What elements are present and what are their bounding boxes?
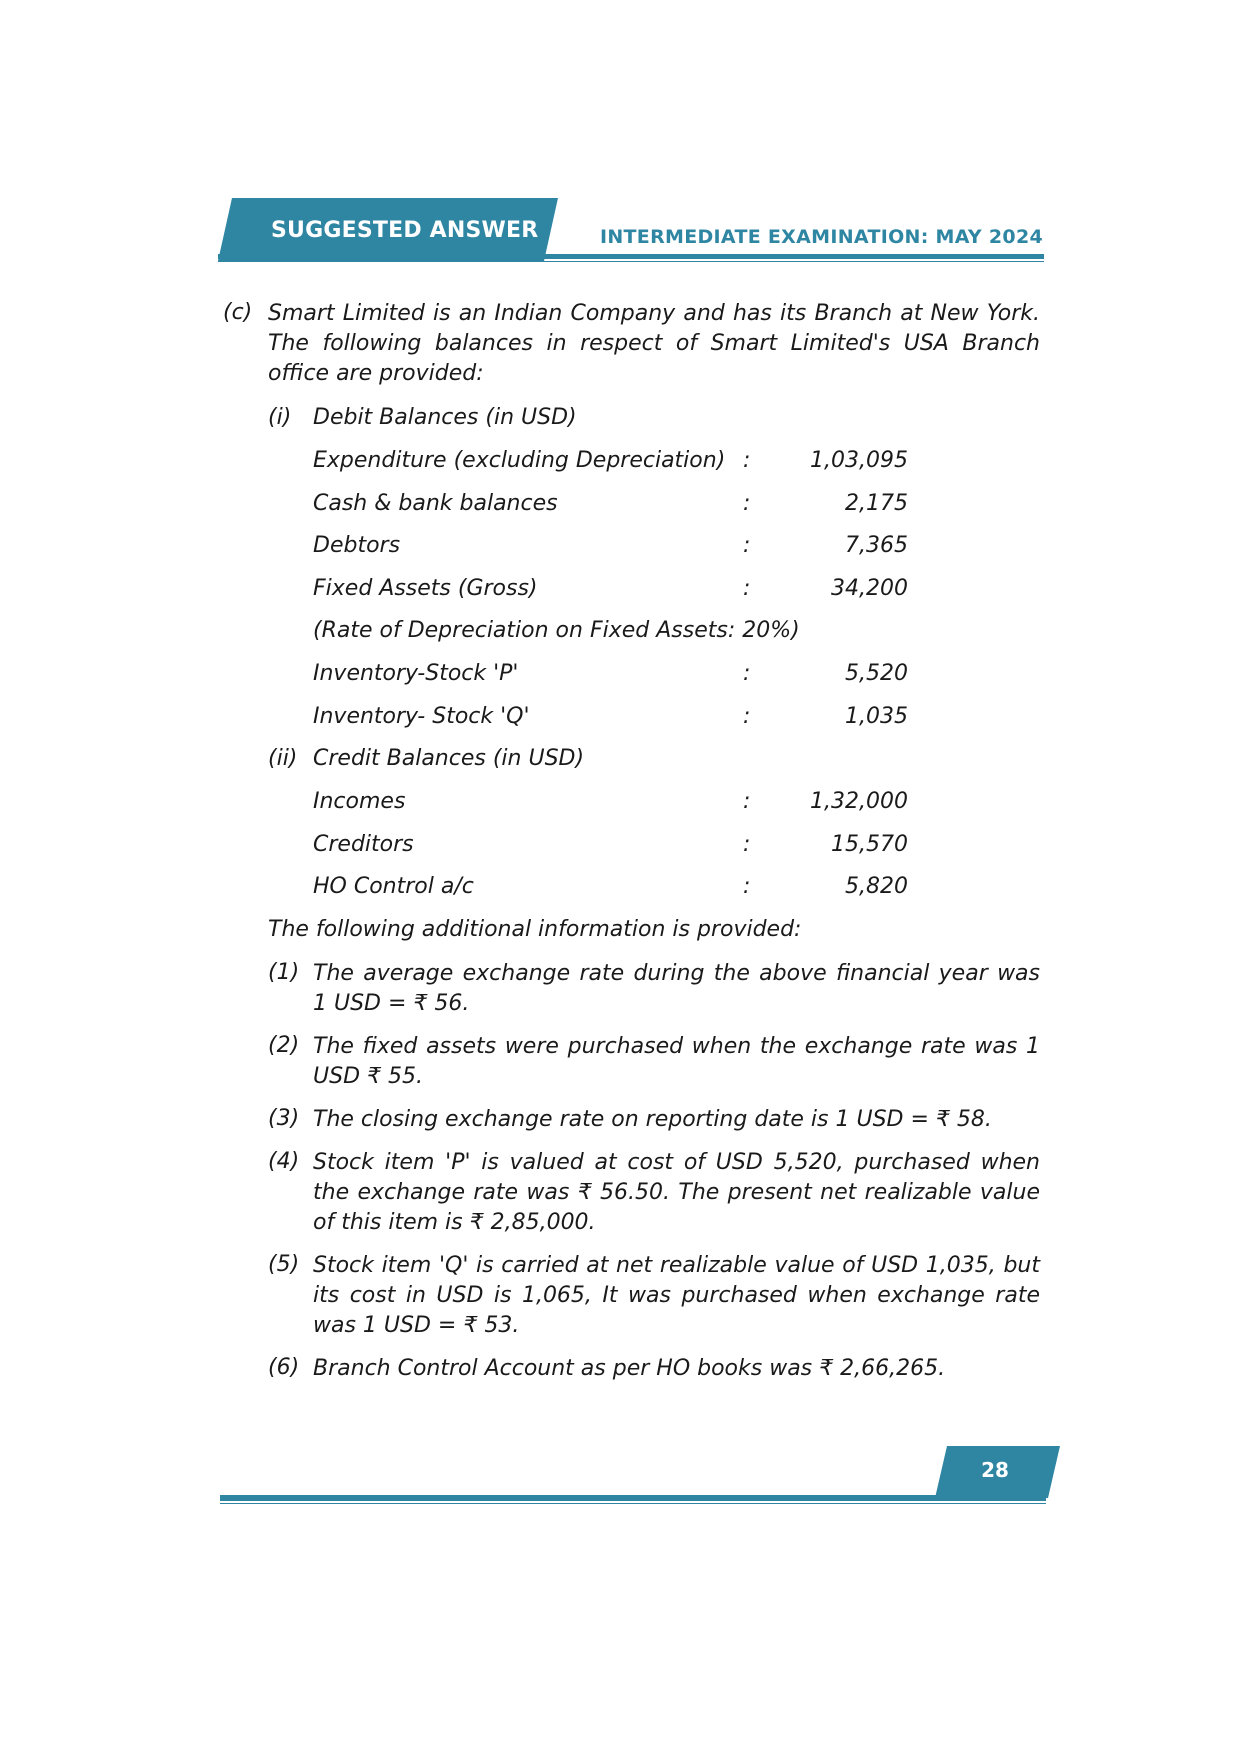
header-tab	[218, 198, 558, 261]
debit-row-sep: :	[743, 661, 751, 686]
debit-row-value: 5,520	[845, 661, 908, 686]
debit-heading: Debit Balances (in USD)	[313, 405, 577, 430]
credit-row-label: Creditors	[313, 832, 414, 857]
exam-title: INTERMEDIATE EXAMINATION: MAY 2024	[599, 226, 1043, 248]
debit-row-sep: :	[743, 448, 751, 473]
page-number-tab	[935, 1446, 1060, 1498]
note-marker: (3)	[268, 1106, 300, 1131]
debit-marker: (i)	[268, 405, 292, 430]
note-marker: (5)	[268, 1252, 300, 1277]
question-marker: (c)	[223, 300, 253, 325]
debit-row-sep: :	[743, 704, 751, 729]
credit-row-value: 15,570	[831, 832, 908, 857]
debit-row-value: 1,03,095	[810, 448, 908, 473]
page-number: 28	[981, 1458, 1009, 1482]
note-text: Branch Control Account as per HO books was ₹ 2,66,265.	[313, 1356, 946, 1381]
credit-row-sep: :	[743, 874, 751, 899]
credit-row-value: 5,820	[845, 874, 908, 899]
credit-row-sep: :	[743, 789, 751, 814]
note-text: The fixed assets were purchased when the exchange rate was 1 USD ₹ 55.	[313, 1034, 1040, 1089]
debit-row-value: 1,035	[845, 704, 908, 729]
question-intro: Smart Limited is an Indian Company and has its Branch at New York. The following balances in respect of Smart Limited's USA Branch office are provided:	[268, 301, 1040, 386]
debit-row-label: Inventory- Stock 'Q'	[313, 704, 530, 729]
debit-row-sep: :	[743, 576, 751, 601]
note-text: The closing exchange rate on reporting date is 1 USD = ₹ 58.	[313, 1107, 992, 1132]
note-text: The average exchange rate during the above financial year was 1 USD = ₹ 56.	[313, 961, 1040, 1016]
note-text: Stock item 'P' is valued at cost of USD 5,520, purchased when the exchange rate was ₹ 56.50. The present net realizable value of this item is ₹ 2,85,000.	[313, 1150, 1040, 1235]
note-marker: (4)	[268, 1149, 300, 1174]
note-marker: (6)	[268, 1355, 300, 1380]
note-text: Stock item 'Q' is carried at net realizable value of USD 1,035, but its cost in USD is 1,065, It was purchased when exchange rate was 1 USD = ₹ 53.	[313, 1253, 1040, 1338]
debit-row-value: 7,365	[845, 533, 908, 558]
note-marker: (2)	[268, 1033, 300, 1058]
debit-row-label: Debtors	[313, 533, 401, 558]
additional-info-heading: The following additional information is provided:	[268, 917, 802, 942]
debit-row-label: Expenditure (excluding Depreciation)	[313, 448, 726, 473]
debit-row-value: 2,175	[845, 491, 908, 516]
depreciation-rate-note: (Rate of Depreciation on Fixed Assets: 20%)	[313, 618, 800, 643]
debit-row-label: Inventory-Stock 'P'	[313, 661, 519, 686]
footer-rule-thin	[220, 1503, 1046, 1504]
debit-row-sep: :	[743, 491, 751, 516]
credit-row-label: Incomes	[313, 789, 406, 814]
header-rule	[218, 254, 1044, 259]
credit-row-value: 1,32,000	[810, 789, 908, 814]
debit-row-value: 34,200	[831, 576, 908, 601]
header-tab-label: SUGGESTED ANSWER	[271, 218, 539, 243]
debit-row-sep: :	[743, 533, 751, 558]
debit-row-label: Cash & bank balances	[313, 491, 558, 516]
credit-row-sep: :	[743, 832, 751, 857]
credit-marker: (ii)	[268, 746, 298, 771]
credit-row-label: HO Control a/c	[313, 874, 474, 899]
note-marker: (1)	[268, 960, 300, 985]
debit-row-label: Fixed Assets (Gross)	[313, 576, 538, 601]
credit-heading: Credit Balances (in USD)	[313, 746, 585, 771]
footer-rule	[220, 1495, 1046, 1501]
header-rule-thin	[218, 261, 1044, 262]
